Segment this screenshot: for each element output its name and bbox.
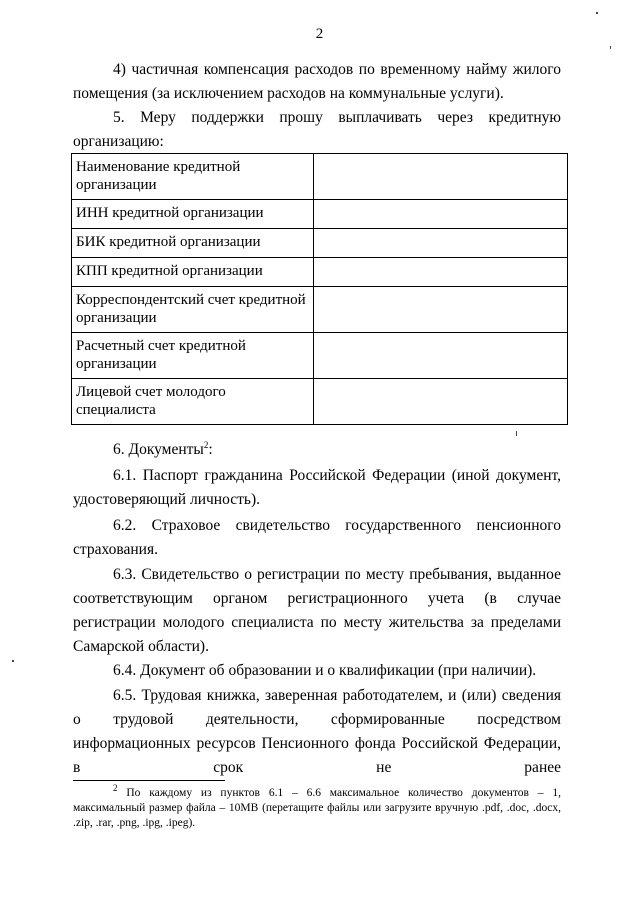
footnote-separator bbox=[73, 780, 225, 781]
document-item-6-3: 6.3. Свидетельство о регистрации по месту пребывания, выданное соответствующим органом регистрационного учета (в случае регистрации молодого специалиста по месту жительства за пределами Самарской области). bbox=[73, 566, 561, 655]
bank-kpp-label: КПП кредитной организации bbox=[72, 258, 314, 287]
item-5-text: 5. Меру поддержки прошу выплачивать через кредитную организацию: bbox=[73, 109, 561, 150]
table-row bbox=[72, 229, 568, 258]
documents-heading-suffix: : bbox=[208, 441, 213, 458]
table-row bbox=[72, 333, 568, 379]
bank-settlement-account-label: Расчетный счет кредитной организации bbox=[72, 333, 314, 379]
personal-account-label: Лицевой счет молодого специалиста bbox=[72, 379, 314, 425]
table-row bbox=[72, 154, 568, 200]
footnote-reference: 2 bbox=[203, 439, 209, 450]
table-row bbox=[72, 379, 568, 425]
scan-speck bbox=[610, 46, 611, 49]
bank-name-label: Наименование кредитной организации bbox=[72, 154, 314, 200]
documents-heading-text: 6. Документы bbox=[113, 441, 204, 458]
document-item-6-1: 6.1. Паспорт гражданина Российской Федерации (иной документ, удостоверяющий личность). bbox=[73, 467, 561, 508]
document-item-6-5: 6.5. Трудовая книжка, заверенная работодателем, и (или) сведения о трудовой деятельности, сформированные посредством информационных ресурсов Пенсионного фонда Российской Федерации, в срок не ранее bbox=[73, 687, 561, 776]
table-row bbox=[72, 200, 568, 229]
scan-speck bbox=[516, 431, 517, 436]
document-item-6-4: 6.4. Документ об образовании и о квалификации (при наличии). bbox=[113, 662, 537, 679]
footnote-text: По каждому из пунктов 6.1 – 6.6 максимальное количество документов – 1, максимальный размер файла – 10МВ (перетащите файлы или загрузите вручную .pdf, .doc, .docx, .zip, .rar, .png, .ipg, .ipeg). bbox=[73, 787, 561, 829]
item-4-paragraph: 4) частичная компенсация расходов по временному найму жилого помещения (за исключением расходов на коммунальные услуги). bbox=[73, 61, 561, 102]
document-item-6-2: 6.2. Страховое свидетельство государственного пенсионного страхования. bbox=[73, 517, 561, 558]
bank-corr-account-label: Корреспондентский счет кредитной организации bbox=[72, 287, 314, 333]
footnote-marker: 2 bbox=[113, 783, 118, 794]
bank-details-table bbox=[71, 153, 568, 425]
bank-corr-account-value bbox=[314, 287, 568, 333]
scan-speck bbox=[596, 12, 598, 14]
bank-settlement-account-value bbox=[314, 333, 568, 379]
bank-bik-value bbox=[314, 229, 568, 258]
table-row bbox=[72, 258, 568, 287]
table-row bbox=[72, 287, 568, 333]
footnote bbox=[73, 783, 561, 831]
page-number: 2 bbox=[315, 26, 324, 42]
personal-account-value bbox=[314, 379, 568, 425]
bank-kpp-value bbox=[314, 258, 568, 287]
documents-heading bbox=[73, 438, 561, 462]
bank-bik-label: БИК кредитной организации bbox=[72, 229, 314, 258]
item-5-paragraph bbox=[73, 106, 561, 154]
bank-inn-value bbox=[314, 200, 568, 229]
scan-speck bbox=[12, 660, 14, 662]
bank-name-value bbox=[314, 154, 568, 200]
bank-inn-label: ИНН кредитной организации bbox=[72, 200, 314, 229]
